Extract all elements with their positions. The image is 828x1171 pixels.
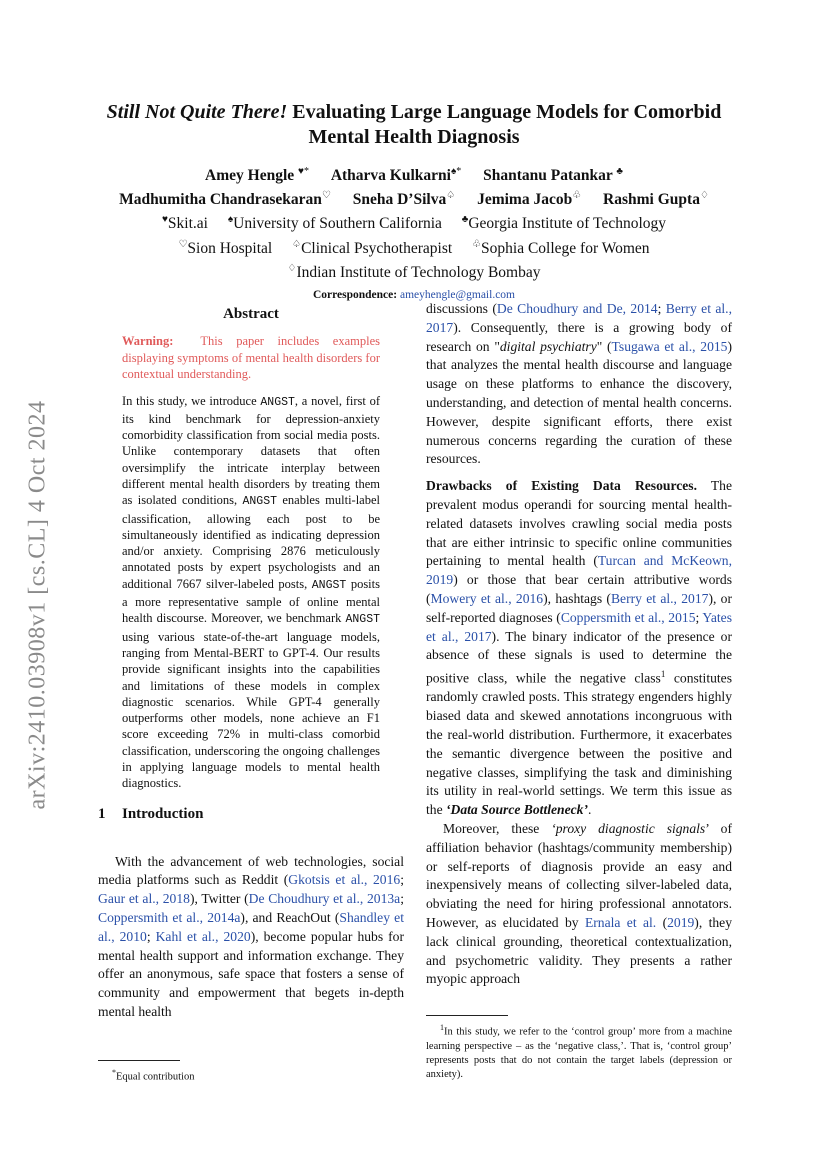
- content-warning: [122, 333, 380, 383]
- footnote-rule: [426, 1015, 508, 1016]
- citation-link[interactable]: De Choudhury et al., 2013a: [248, 891, 401, 907]
- citation-link[interactable]: De Choudhury and De, 2014: [496, 301, 658, 316]
- section-number: 1: [98, 805, 106, 822]
- citation-link[interactable]: Shandley et al., 2010: [98, 910, 404, 944]
- right-paragraph-2: Drawbacks of Existing Data Resources. The prevalent modus operandi for sourcing mental health-related datasets involves crawling social media posts that are either intrinsic to specific online communities pertaining to mental health (Turcan and McKeown, 2019) or those that bear certain attributive words (Mowery et al., 2016), hashtags (Berry et al., 2017), or self-reported diagnoses (Coppersmith et al., 2015; Yates et al., 2017). The binary indicator of the presence or absence of these signals is used to determine the positive class, while the negative class$^1$ constitutes randomly crawled posts. This strategy engenders highly biased data and skewed annotations incongruous with the real-world distribution. Furthermore, it exacerbates the semantic divergence between the positive and negative classes, simplifying the task and diminishing its utility in real-world settings. We term this issue as the ‘Data Source Bottleneck’.: [426, 478, 733, 818]
- affiliation-row-1: [90, 210, 738, 234]
- affiliation: ♣Georgia Institute of Technology: [461, 214, 667, 233]
- warning-label: Warning:: [122, 334, 174, 348]
- author: Amey Hengle ♥*: [205, 166, 309, 185]
- dataset-name: ANGST: [311, 578, 347, 592]
- section-heading-introduction: [98, 806, 404, 823]
- author: Madhumitha Chandrasekaran♡: [119, 190, 331, 209]
- dataset-name: ANGST: [242, 495, 278, 509]
- abstract-text: In this study, we introduce ANGST, a novel, first of its kind benchmark for depression-anxiety comorbidity classification from social media posts. Unlike contemporary datasets that often oversimplify the intricate interplay between different mental health disorders by treating them as isolated conditions, ANGST enables multi-label classification, allowing each post to be simultaneously identified as indicating depression and/or anxiety. Comprising 2876 meticulously annotated posts by expert psychologists and an additional 7667 silver-labeled posts, ANGST posits a more representative sample of online mental health discourse. Moreover, we benchmark ANGST using various state-of-the-art language models, ranging from Mental-BERT to GPT-4. Our results provide significant insights into the capabilities and limitations of these models in complex diagnostic scenarios. While GPT-4 generally outperforms other models, none achieve an F1 score exceeding 72% in multi-class comorbid classification, underscoring the ongoing challenges in applying language models to mental health diagnostics.: [122, 393, 381, 791]
- author: Jemima Jacob♧: [477, 190, 582, 209]
- section-title: Introduction: [122, 805, 204, 822]
- author: Atharva Kulkarni♠*: [330, 166, 462, 185]
- affiliation: ♥Skit.ai: [161, 214, 208, 233]
- citation-link[interactable]: Berry et al., 2017: [426, 301, 732, 335]
- author-row-2: [90, 186, 738, 210]
- right-paragraph-3: Moreover, these ‘proxy diagnostic signals’ of affiliation behavior (hashtags/community membership) or self-reports of diagnosis provide an easy and inexpensively means of collecting silver-labeled data, obviating the need for hiring professional annotators. However, as elucidated by Ernala et al. (2019), they lack clinical grounding, theoretical contextualization, and psychometric validity. They presents a rather myopic approach: [426, 821, 732, 987]
- footnote-left: [98, 1060, 404, 1085]
- dataset-name: ANGST: [345, 613, 380, 627]
- author-block: [90, 162, 738, 305]
- affiliation: ♤Clinical Psychotherapist: [292, 238, 453, 257]
- footnote-rule: [98, 1060, 180, 1061]
- citation-link[interactable]: Kahl et al., 2020: [155, 928, 251, 944]
- abstract-heading: Abstract: [223, 306, 279, 322]
- arxiv-id-text: arXiv:2410.03908v1 [cs.CL] 4 Oct 2024: [24, 400, 51, 810]
- title-italic: Still Not Quite There!: [106, 101, 288, 123]
- dataset-name: ANGST: [260, 395, 295, 409]
- correspondence-email-link[interactable]: ameyhengle@gmail.com: [399, 288, 515, 301]
- arxiv-identifier: [18, 370, 58, 840]
- affiliation: ♡Sion Hospital: [178, 238, 273, 257]
- citation-link[interactable]: Mowery et al., 2016: [430, 590, 544, 606]
- title-rest: Evaluating Large Language Models for Comorbid Mental Health Diagnosis: [292, 101, 722, 148]
- citation-link[interactable]: Yates et al., 2017: [426, 609, 732, 644]
- citation-link[interactable]: 2019: [667, 915, 695, 931]
- affiliation: ♠University of Southern California: [227, 214, 442, 233]
- right-paragraph-1: discussions (De Choudhury and De, 2014; Berry et al., 2017). Consequently, there is a growing body of research on "digital psychiatry" (Tsugawa et al., 2015) that analyzes the mental health discourse and language usage on these platforms to enhance the discovery, understanding, and detection of mental health concerns. However, despite significant efforts, there exist numerous concerns regarding the curation of these resources.: [426, 301, 732, 467]
- footnote-right: [426, 1015, 732, 1082]
- right-column: [426, 300, 732, 989]
- citation-link[interactable]: Gkotsis et al., 2016: [288, 872, 401, 888]
- citation-link[interactable]: Coppersmith et al., 2015: [560, 609, 696, 625]
- citation-link[interactable]: Turcan and McKeown, 2019: [426, 553, 732, 588]
- citation-link[interactable]: Tsugawa et al., 2015: [611, 338, 728, 354]
- author: Rashmi Gupta♢: [603, 190, 709, 209]
- citation-link[interactable]: Berry et al., 2017: [610, 590, 709, 606]
- warning-text: This paper includes examples displaying symptoms of mental health disorders for contextual understanding.: [122, 334, 380, 381]
- author: Shantanu Patankar ♣: [483, 166, 623, 185]
- affiliation-row-3: [90, 259, 738, 283]
- affiliation: ♢Indian Institute of Technology Bombay: [287, 262, 541, 281]
- footnote-text: $^1$In this study, we refer to the ‘control group’ more from a machine learning perspective – as the ‘negative class,’. That is, ‘control group’ represents posts that do not contain the target labels (depression or anxiety).: [426, 1023, 732, 1080]
- intro-paragraph: With the advancement of web technologies, social media platforms such as Reddit (Gkotsis et al., 2016; Gaur et al., 2018), Twitter (De Choudhury et al., 2013a; Coppersmith et al., 2014a), and ReachOut (Shandley et al., 2010; Kahl et al., 2020), become popular hubs for mental health support and information exchange. They offer an anonymous, safe space that fosters a sense of community and empowerment that begets in-depth mental health: [98, 853, 404, 1019]
- correspondence-label: Correspondence:: [312, 288, 398, 301]
- paper-title: [90, 100, 738, 150]
- affiliation-row-2: [90, 234, 738, 258]
- author: Sneha D’Silva♤: [352, 190, 456, 209]
- author-row-1: [90, 162, 738, 186]
- footnote-text: *Equal contribution: [112, 1068, 195, 1083]
- paragraph-heading: Drawbacks of Existing Data Resources.: [426, 478, 697, 494]
- affiliation: ♧Sophia College for Women: [472, 238, 650, 257]
- emphasis-term: ‘Data Source Bottleneck’: [446, 802, 588, 818]
- citation-link[interactable]: Ernala et al.: [584, 915, 657, 931]
- left-column: [98, 300, 404, 1022]
- citation-link[interactable]: Gaur et al., 2018: [98, 891, 190, 907]
- citation-link[interactable]: Coppersmith et al., 2014a: [98, 910, 241, 926]
- footnote-marker: 1: [660, 669, 666, 680]
